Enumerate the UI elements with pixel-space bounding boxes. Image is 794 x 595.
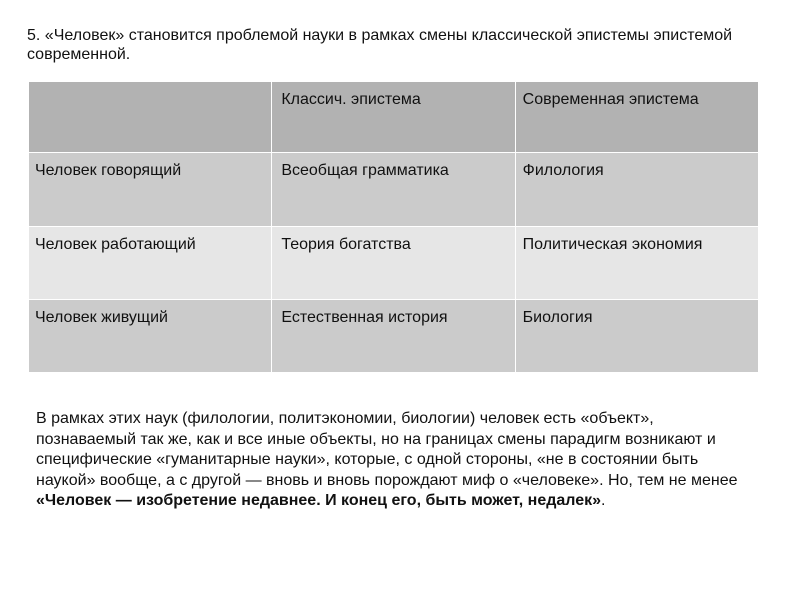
header-cell-classical: Классич. эпистема [272,82,515,153]
slide-heading: 5. «Человек» становится проблемой науки в рамках смены классической эпистемы эпистемой современной. [27,27,733,63]
table-cell: Человек говорящий [29,153,272,227]
table-cell: Филология [515,153,758,227]
table-cell: Естественная история [272,300,515,373]
header-cell-empty [29,82,272,153]
table-row [29,227,759,300]
table-cell: Человек живущий [29,300,272,373]
table-cell: Биология [515,300,758,373]
table-cell: Всеобщая грамматика [272,153,515,227]
table-header-row [29,82,759,153]
table-cell: Теория богатства [272,227,515,300]
episteme-comparison-table [28,81,759,373]
paragraph-end: . [601,492,606,510]
table-row [29,300,759,373]
paragraph-text: В рамках этих наук (филологии, политэкономии, биологии) человек есть «объект», познаваемый так же, как и все иные объекты, но на границах смены парадигм возникают и специфические «гуманитарные науки», которые, с одной стороны, «не в состоянии быть наукой» вообще, а с другой — вновь и вновь порождают миф о «человеке». Но, тем не менее [36,410,738,489]
table-cell: Человек работающий [29,227,272,300]
paragraph-quote-bold: «Человек — изобретение недавнее. И конец его, быть может, недалек» [36,492,602,510]
table-cell: Политическая экономия [515,227,758,300]
table-row [29,153,759,227]
header-cell-modern: Современная эпистема [515,82,758,153]
body-paragraph [36,409,756,512]
